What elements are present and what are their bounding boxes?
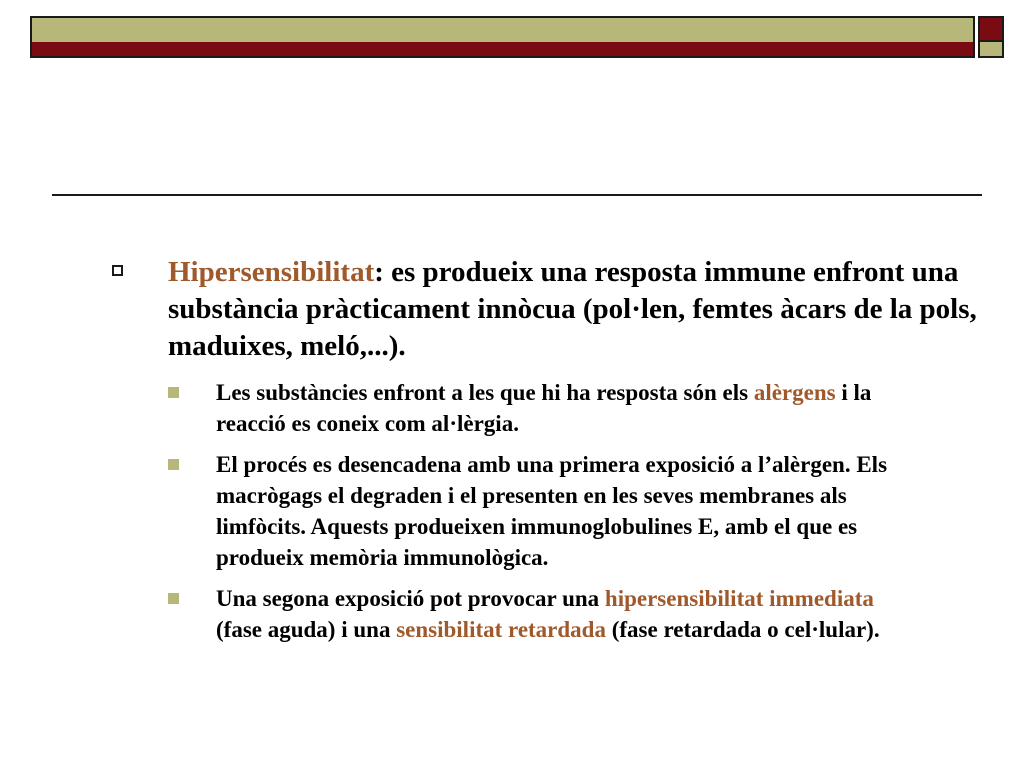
filled-square-bullet-icon (168, 387, 179, 398)
main-bullet (110, 254, 980, 365)
corner-block-olive (980, 42, 1002, 56)
sub-bullet-2 (110, 449, 916, 573)
filled-square-bullet-icon (168, 593, 179, 604)
sub-bullet-3-text-b: (fase aguda) i una (216, 617, 397, 642)
top-decorative-bar (30, 16, 975, 58)
corner-decorative-block (978, 16, 1004, 58)
main-bullet-text: : es produeix una resposta immune enfront una substància pràcticament innòcua (pol·len, femtes àcars de la pols, maduixes, meló,...). (168, 256, 977, 362)
sub-bullet-1-highlight: alèrgens (753, 380, 836, 405)
sub-bullet-1-text-b: i la reacció es coneix com al·lèrgia. (216, 380, 872, 436)
sub-bullet-3 (110, 583, 916, 645)
main-bullet-term: Hipersensibilitat (168, 256, 375, 288)
sub-bullet-3-text-c: (fase retardada o cel·lular). (605, 617, 880, 642)
sub-bullet-1 (110, 377, 916, 439)
sub-bullet-1-text-a: Les substàncies enfront a les que hi ha resposta són els (216, 380, 754, 405)
filled-square-bullet-icon (168, 459, 179, 470)
title-divider-line (52, 194, 982, 196)
sub-bullet-3-highlight-1: hipersensibilitat immediata (604, 586, 874, 611)
slide-content (110, 254, 980, 655)
corner-block-maroon (980, 18, 1002, 42)
sub-bullet-3-text-a: Una segona exposició pot provocar una (216, 586, 605, 611)
sub-bullet-3-highlight-2: sensibilitat retardada (396, 617, 606, 642)
top-bar-olive-stripe (32, 18, 973, 44)
sub-bullet-2-text: El procés es desencadena amb una primera exposició a l’alèrgen. Els macrògags el degraden i el presenten en les seves membranes als limfòcits. Aquests produeixen immunoglobulines E, amb el que es produeix memòria immunològica. (216, 452, 888, 570)
hollow-square-bullet-icon (112, 265, 123, 276)
top-bar-maroon-stripe (32, 42, 973, 56)
